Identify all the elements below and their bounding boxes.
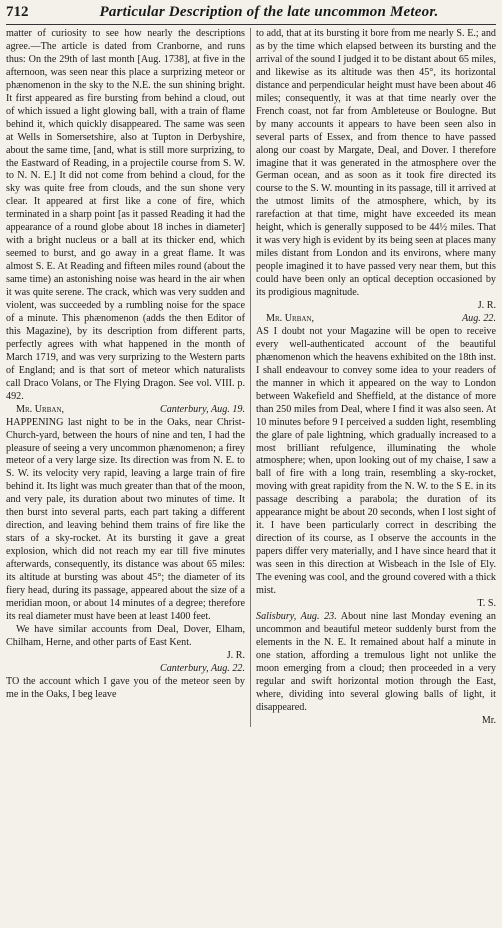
- dateline: Aug. 22.: [461, 312, 496, 324]
- catchword: Mr.: [481, 714, 496, 726]
- signature: J. R.: [477, 300, 496, 312]
- dateline: Canterbury, Aug. 22.: [159, 662, 245, 674]
- paragraph: AS I doubt not your Magazine will be open to receive every well-authenticated account of the beautiful phænomenon which the heavens exhibited on the 18th inst. I shall endeavour to convey some idea to your readers of the manner in which it appeared on the way to London between Wakefield and Sheffield, at the distance of more than 250 miles from Deal, where I find it was also seen. At 10 minutes before 9 I perceived a sudden light, resembling the glare of pale lightning, which gradually increased to a most brilliant refulgence, illuminating the whole atmosphere; when, upon looking out of my chaise, I saw a ball of fire with a long train, resembling a sky-rocket, moving with great rapidity from the N. W. to the S E. in its passage describing a parabola; the duration of its appearance might be about 20 seconds, when I lost sight of it. I have been particularly correct in describing the direction of its course, as I observe the accounts in the papers differ very materially, and I have since heard that it was seen in this direction at Wisbeach in the Isle of Ely. The evening was cool, and the ground covered with a thick mist.: [256, 325, 496, 596]
- salutation: Mr. Urban,: [16, 403, 65, 415]
- left-column: [6, 28, 251, 727]
- text-columns: [6, 28, 496, 727]
- signature: T. S.: [477, 597, 496, 609]
- salutation: Mr. Urban,: [266, 312, 315, 324]
- paragraph: TO the account which I gave you of the meteor seen by me in the Oaks, I beg leave: [6, 675, 245, 700]
- right-column: [251, 28, 496, 727]
- paragraph: to add, that at its bursting it bore from me nearly S. E.; and as by the time which elapsed between its bursting and the arrival of the sound I judged it to be distant about 65 miles, and likewise as its altitude was then 45°, its horizontal distance and perpendicular height must have been about 46 miles; consequently, it was at that time nearly over the French coast, not far from Ambleteuse or Boulogne. But by many accounts it appears to have been seen also in several parts of Essex, and from thence to have passed along our coast by Margate, Deal, and Dover. I therefore imagine that it was generated in the atmosphere over the German ocean, and as soon as it took fire directed its course to the S. W. mounting in its passage, till it arrived at the utmost limits of the atmosphere, which, by its rarefaction at that time, might have exceeded its mean height, which is generally supposed to be 44½ miles. That it was very high is evident by its being seen at places many miles distant from London and its environs, where many people imagined it to have passed very near them, but this could have been only an optical deception occasioned by its prodigious magnitude.: [256, 28, 496, 299]
- page-number: 712: [6, 4, 29, 20]
- page-header: [6, 4, 496, 25]
- dateline: Salisbury, Aug. 23.: [256, 610, 337, 622]
- paragraph: About nine last Monday evening an uncommon and beautiful meteor suddenly burst from the elements in the N. E. It remained about half a minute in one station, affording a tremulous light not unlike the moon emerging from a cloud; then proceeded in a very regular and swift horizontal motion through the East, where, dividing into several glowing balls of light, it disappeared.: [256, 610, 496, 713]
- running-title: Particular Description of the late uncommon Meteor.: [99, 4, 439, 20]
- signature: J. R.: [226, 649, 245, 661]
- paragraph: We have similar accounts from Deal, Dover, Elham, Chilham, Herne, and other parts of East Kent.: [6, 623, 245, 648]
- paragraph: matter of curiosity to see how nearly the descriptions agree.—The article is dated from Cranborne, and runs thus: On the 29th of last month [Aug. 1738], at five in the afternoon, was seen near this place a surprizing meteor or phænomenon in the sky to the N.E. the sun shining bright. It first appeared as fire bursting from behind a cloud, out of which issued a light glowing ball, with a train of flame behind it, which quickly disappeared. The same was seen at Wells in Somersetshire, also at Tupton in Derbyshire, about the same time, [and, what is still more surprizing, to the Eastward of Reading, in a projectile course from S. W. to N. N. E.] It did not come from behind a cloud, for the sky was quite free from clouds, and the sun shone very clear. It appeared at first like a cone of fire, which terminated in a sharp point [as it passed Reading it had the appearance of a round globe about 18 inches in diameter] with a bright nucleus or a ball at its thicker end, which seemed to burst, and go away in a great flame. It was almost S. E. At Reading and fifteen miles round (about the same time) an astonishing noise was heard in the air when it was quite serene. The crack, which was very sudden and violent, was succeeded by a rumbling noise for the space of a minute. This phænomenon (adds the then Editor of this Magazine), by its description from different parts, perfectly agrees with what happened in the month of March 1719, and was very surprizing to the Western parts of England; and is that sort of meteor which naturalists call Draco Volans, or The Flying Dragon. See vol. VIII. p. 492.: [6, 28, 245, 402]
- dateline: Canterbury, Aug. 19.: [159, 403, 245, 415]
- paragraph: HAPPENING last night to be in the Oaks, near Christ-Church-yard, between the hours of nine and ten, I had the pleasure of seeing a very uncommon phænomenon; a firey meteor of a very large size. Its direction was from N. E. to S. W. its velocity very rapid, leaving a large train of fire behind it. Its light was much greater than that of the moon, and very pale, its duration about two minutes of time. It then burst into several parts, each part taking a different direction, and leaving behind them trains of fire like the stars of a sky-rocket. At its bursting it gave a great explosion, which did not reach my ear till five minutes afterwards, consequently, its distance was about 65 miles: its altitude at bursting was about 45°; the diameter of its fiery head, during its passage, appeared about the size of a meridian moon, or about 14 minutes of a degree; therefore its real diameter must have been at least 1400 feet.: [6, 416, 245, 622]
